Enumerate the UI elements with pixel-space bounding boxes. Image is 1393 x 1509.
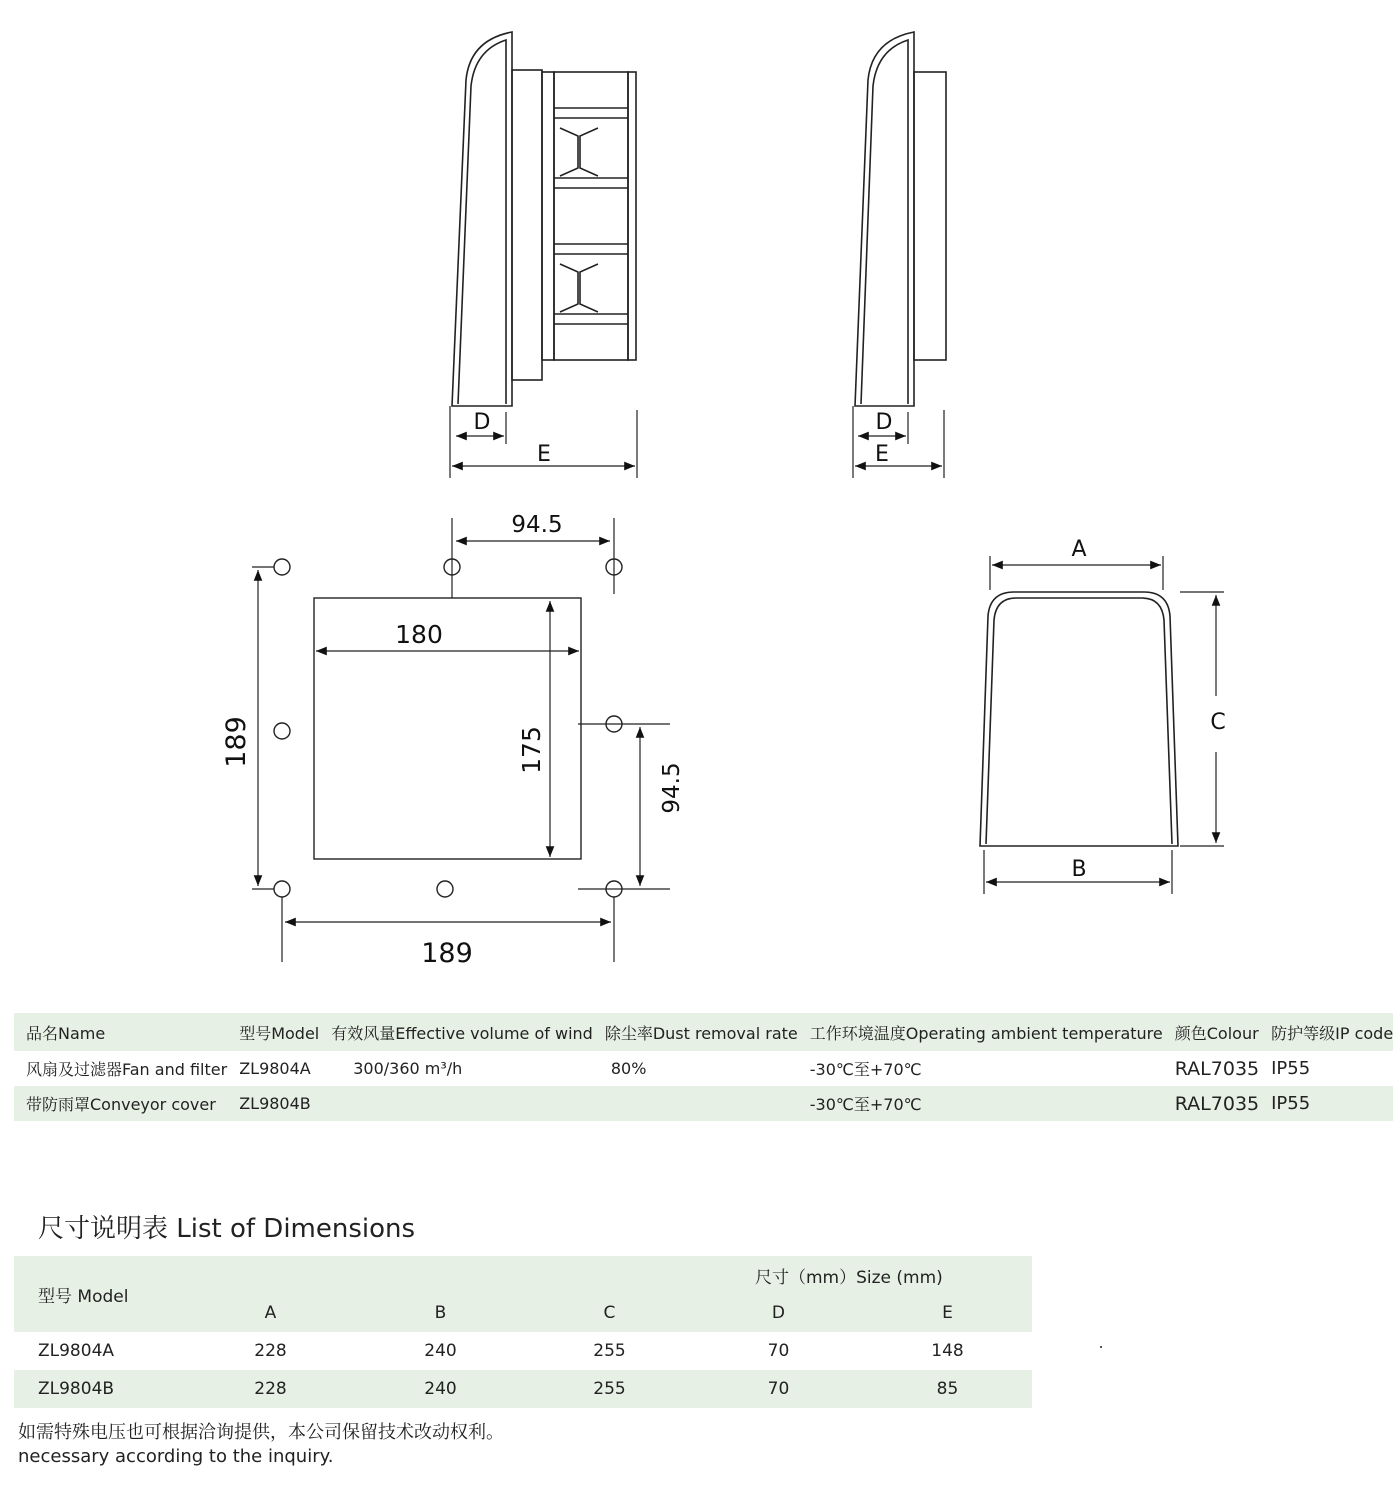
spec-cell-model: ZL9804A [239, 1059, 311, 1078]
cover-label-a: A [1071, 537, 1087, 562]
side-view-cover [853, 32, 946, 478]
dim-cell-d: 70 [767, 1379, 790, 1399]
dim-cell-c: 255 [593, 1379, 626, 1399]
dim-cell-a: 228 [254, 1379, 287, 1399]
table-row [14, 1051, 1393, 1086]
spec-header-colour: 颜色Colour [1174, 1023, 1259, 1043]
footnote [18, 1421, 504, 1469]
dim-inner-height: 175 [517, 726, 546, 774]
dim-cell-b: 240 [424, 1341, 457, 1361]
side-view-2-label-e: E [875, 442, 889, 467]
dim-header-size [185, 1256, 1032, 1294]
stray-dot [1100, 1346, 1102, 1348]
front-view-cutout [252, 518, 670, 962]
dim-header-model: 型号 Model [38, 1286, 129, 1307]
spec-cell-ip: IP55 [1271, 1093, 1311, 1114]
dim-cell-d: 70 [767, 1341, 790, 1361]
spec-cell-colour: RAL7035 [1174, 1092, 1260, 1115]
dim-cell-e: 148 [931, 1341, 964, 1361]
dim-cell-model: ZL9804B [38, 1379, 115, 1399]
side-view-1-label-e: E [537, 442, 551, 467]
footnote-line-1: 如需特殊电压也可根据洽询提供，本公司保留技术改动权利。 [18, 1422, 504, 1443]
dim-col-a: A [264, 1303, 277, 1323]
dim-col-d: D [771, 1303, 785, 1323]
dim-col-c: C [603, 1303, 616, 1323]
dim-inner-width: 180 [395, 620, 443, 649]
spec-header-name: 品名Name [26, 1023, 106, 1043]
dim-cell-e: 85 [936, 1379, 959, 1399]
spec-header-wind: 有效风量Effective volume of wind [331, 1023, 593, 1043]
dim-top-spacing: 94.5 [511, 512, 563, 538]
spec-table-header-row [14, 1013, 1393, 1051]
cover-label-c: C [1210, 710, 1226, 735]
spec-header-dust: 除尘率Dust removal rate [604, 1023, 798, 1043]
spec-cell-temp: -30℃至+70℃ [809, 1095, 922, 1114]
dim-header-size-label: 尺寸（mm）Size (mm) [755, 1267, 943, 1288]
spec-table [14, 1013, 1393, 1121]
dim-outer-height: 189 [221, 716, 252, 768]
spec-header-ip: 防护等级IP code [1271, 1023, 1393, 1043]
dim-cell-a: 228 [254, 1341, 287, 1361]
spec-header-temp: 工作环境温度Operating ambient temperature [809, 1023, 1163, 1043]
side-view-2-label-d: D [875, 410, 893, 435]
footnote-line-2: necessary according to the inquiry. [18, 1446, 334, 1467]
spec-cell-wind [319, 1086, 593, 1121]
dim-cell-b: 240 [424, 1379, 457, 1399]
spec-header-model: 型号Model [239, 1023, 320, 1043]
dim-outer-width: 189 [421, 938, 473, 969]
dim-cell-c: 255 [593, 1341, 626, 1361]
dim-header-row-top [14, 1256, 1032, 1294]
spec-cell-colour: RAL7035 [1174, 1057, 1260, 1080]
side-view-1-label-d: D [473, 410, 491, 435]
dimensions-table [14, 1256, 1032, 1408]
spec-cell-wind: 300/360 m³/h [353, 1059, 463, 1078]
dim-cell-model: ZL9804A [38, 1341, 115, 1361]
cover-label-b: B [1071, 857, 1087, 882]
dim-col-b: B [434, 1303, 447, 1323]
dim-right-spacing: 94.5 [659, 762, 685, 814]
cover-front-view [980, 556, 1224, 894]
dim-col-e: E [942, 1303, 953, 1323]
dimensions-title: 尺寸说明表 List of Dimensions [38, 1214, 416, 1244]
table-row [14, 1086, 1393, 1121]
table-row [14, 1370, 1032, 1408]
table-row [14, 1332, 1032, 1370]
spec-cell-name: 风扇及过滤器Fan and filter [26, 1060, 228, 1079]
spec-cell-ip: IP55 [1271, 1058, 1311, 1079]
spec-cell-dust [593, 1086, 798, 1121]
spec-cell-temp: -30℃至+70℃ [809, 1060, 922, 1079]
spec-cell-model: ZL9804B [239, 1094, 311, 1113]
spec-cell-dust: 80% [610, 1059, 647, 1078]
spec-cell-name: 带防雨罩Conveyor cover [26, 1095, 216, 1114]
